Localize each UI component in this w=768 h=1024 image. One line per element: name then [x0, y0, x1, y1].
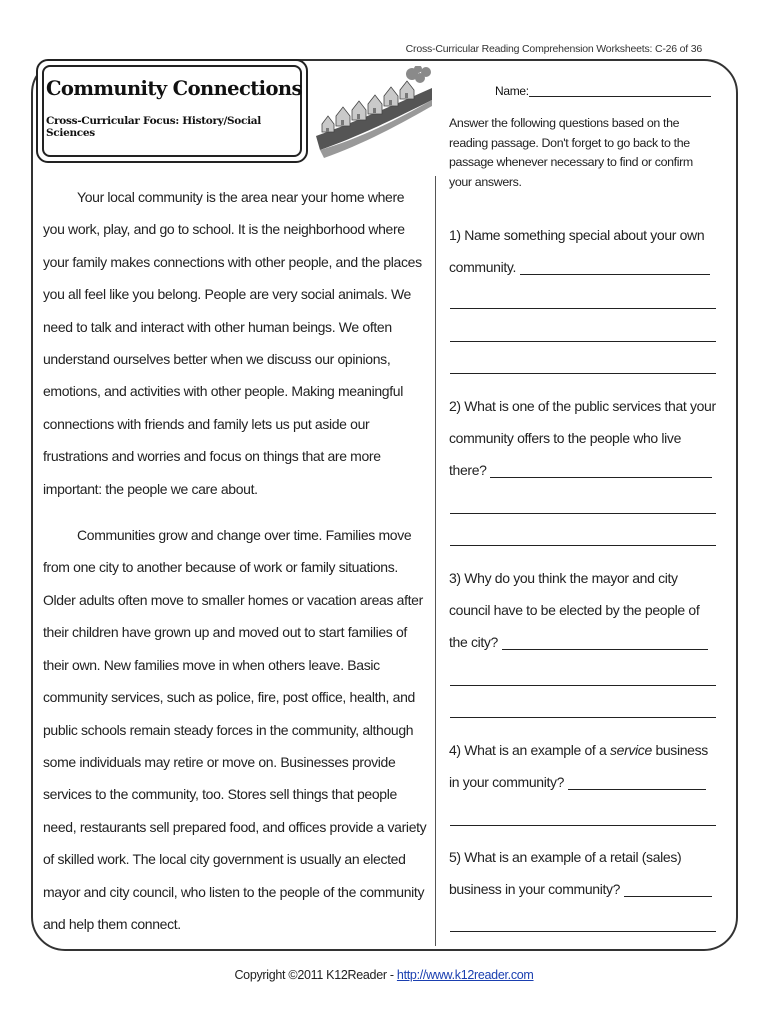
- question-5: 5) What is an example of a retail (sales) business in your community?: [449, 841, 717, 905]
- answer-blank[interactable]: [502, 635, 708, 650]
- footer: [0, 968, 768, 982]
- question-1: 1) Name something special about your own community.: [449, 219, 717, 283]
- answer-line[interactable]: [450, 825, 716, 826]
- worksheet-subtitle: Cross-Curricular Focus: History/Social Sciences: [46, 115, 261, 139]
- answer-blank[interactable]: [520, 260, 710, 275]
- passage-paragraph-1: Your local community is the area near your home where you work, play, and go to school. It is the neighborhood where your family makes connections with other people, and the places you all feel like you belong. People are very social animals. We need to talk and interact with other human beings. We often understand ourselves better when we discuss our opinions, emotions, and activities with other people. Making meaningful connections with friends and family lets us put aside our frustrations and worries and focus on things that are more important: the people we care about.: [43, 189, 422, 497]
- answer-line[interactable]: [450, 931, 716, 932]
- name-field[interactable]: [495, 84, 711, 98]
- reading-passage: [43, 181, 427, 940]
- title-box: [36, 59, 308, 163]
- name-blank[interactable]: [529, 84, 711, 97]
- answer-blank[interactable]: [568, 775, 706, 790]
- copyright-text: Copyright ©2011 K12Reader -: [234, 968, 397, 982]
- emphasis-service: service: [609, 742, 652, 758]
- question-3: 3) Why do you think the mayor and city council have to be elected by the people of the city?: [449, 562, 717, 658]
- question-4: 4) What is an example of a service business in your community?: [449, 742, 708, 790]
- houses-road-illustration: [314, 66, 434, 170]
- worksheet-series-note: Cross-Curricular Reading Comprehension Worksheets: C-26 of 36: [405, 43, 702, 55]
- worksheet-title: Community Connections: [46, 77, 302, 100]
- name-label: Name:: [495, 84, 529, 98]
- instructions: Answer the following questions based on the reading passage. Don't forget to go back to the passage whenever necessary to find or confirm your answers.: [449, 116, 693, 189]
- answer-blank[interactable]: [624, 882, 712, 897]
- answer-line[interactable]: [450, 685, 716, 686]
- answer-line[interactable]: [450, 545, 716, 546]
- column-divider: [435, 176, 436, 946]
- answer-blank[interactable]: [490, 463, 712, 478]
- answer-line[interactable]: [450, 373, 716, 374]
- passage-paragraph-2: Communities grow and change over time. Families move from one city to another because of work or family situations. Older adults often move to smaller homes or vacation areas after their children have grown up and moved out to start families of their own. New families move in when others leave. Basic community services, such as police, fire, post office, health, and public schools remain steady forces in the community, although some individuals may retire or move on. Businesses provide services to the community, too. Stores sell things that people need, restaurants sell prepared food, and offices provide a variety of skilled work. The local city government is usually an elected mayor and city council, who listen to the people of the community and help them connect.: [43, 527, 427, 932]
- answer-line[interactable]: [450, 341, 716, 342]
- question-2: 2) What is one of the public services that your community offers to the people who live there?: [449, 398, 716, 478]
- answer-line[interactable]: [450, 308, 716, 309]
- answer-line[interactable]: [450, 513, 716, 514]
- k12reader-link[interactable]: http://www.k12reader.com: [396, 968, 534, 982]
- answer-line[interactable]: [450, 717, 716, 718]
